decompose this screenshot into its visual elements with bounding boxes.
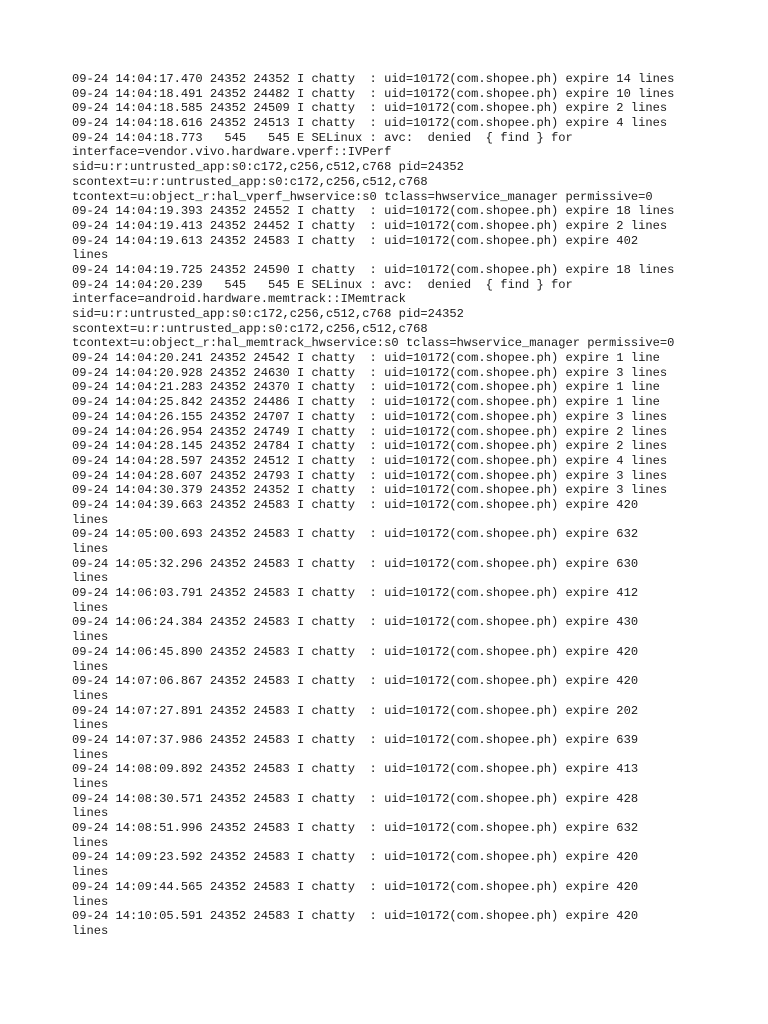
- log-line: 09-24 14:04:28.607 24352 24793 I chatty : uid=10172(com.shopee.ph) expire 3 lines: [72, 468, 668, 483]
- log-line: lines: [72, 894, 109, 909]
- log-line: 09-24 14:04:28.145 24352 24784 I chatty : uid=10172(com.shopee.ph) expire 2 lines: [72, 439, 668, 454]
- log-line: 09-24 14:04:25.842 24352 24486 I chatty : uid=10172(com.shopee.ph) expire 1 line: [72, 395, 660, 410]
- log-line: scontext=u:r:untrusted_app:s0:c172,c256,c512,c768: [72, 174, 428, 189]
- log-line: 09-24 14:04:30.379 24352 24352 I chatty : uid=10172(com.shopee.ph) expire 3 lines: [72, 483, 668, 498]
- log-line: lines: [72, 542, 109, 556]
- log-line: 09-24 14:07:27.891 24352 24583 I chatty : uid=10172(com.shopee.ph) expire 202: [72, 703, 639, 718]
- log-line: lines: [72, 835, 109, 850]
- log-line: scontext=u:r:untrusted_app:s0:c172,c256,c512,c768: [72, 321, 428, 336]
- log-line: 09-24 14:04:26.155 24352 24707 I chatty : uid=10172(com.shopee.ph) expire 3 lines: [72, 409, 668, 424]
- log-line: lines: [72, 806, 109, 821]
- log-line: 09-24 14:04:17.470 24352 24352 I chatty : uid=10172(com.shopee.ph) expire 14 lines: [72, 72, 675, 86]
- log-line: 09-24 14:04:18.491 24352 24482 I chatty : uid=10172(com.shopee.ph) expire 10 lines: [72, 86, 675, 101]
- log-line: lines: [72, 512, 109, 527]
- log-line: interface=android.hardware.memtrack::IMemtrack: [72, 292, 406, 307]
- log-line: lines: [72, 659, 109, 674]
- log-line: interface=vendor.vivo.hardware.vperf::IVPerf: [72, 145, 392, 160]
- log-line: lines: [72, 571, 109, 586]
- log-line: 09-24 14:05:00.693 24352 24583 I chatty : uid=10172(com.shopee.ph) expire 632: [72, 527, 639, 542]
- log-line: 09-24 14:09:44.565 24352 24583 I chatty : uid=10172(com.shopee.ph) expire 420: [72, 879, 639, 894]
- log-line: 09-24 14:04:19.613 24352 24583 I chatty : uid=10172(com.shopee.ph) expire 402: [72, 233, 639, 248]
- log-line: lines: [72, 688, 109, 703]
- log-line: 09-24 14:04:18.585 24352 24509 I chatty : uid=10172(com.shopee.ph) expire 2 lines: [72, 101, 668, 116]
- log-line: 09-24 14:04:19.413 24352 24452 I chatty : uid=10172(com.shopee.ph) expire 2 lines: [72, 218, 668, 233]
- log-line: 09-24 14:04:19.725 24352 24590 I chatty : uid=10172(com.shopee.ph) expire 18 lines: [72, 262, 675, 277]
- log-text-block: [72, 72, 712, 939]
- log-line: 09-24 14:04:18.773 545 545 E SELinux : avc: denied { find } for: [72, 130, 573, 145]
- log-line: 09-24 14:06:45.890 24352 24583 I chatty : uid=10172(com.shopee.ph) expire 420: [72, 644, 639, 659]
- log-line: 09-24 14:05:32.296 24352 24583 I chatty : uid=10172(com.shopee.ph) expire 630: [72, 556, 639, 571]
- log-line: 09-24 14:04:19.393 24352 24552 I chatty : uid=10172(com.shopee.ph) expire 18 lines: [72, 204, 675, 219]
- log-line: 09-24 14:04:20.239 545 545 E SELinux : avc: denied { find } for: [72, 277, 573, 292]
- log-line: 09-24 14:04:21.283 24352 24370 I chatty : uid=10172(com.shopee.ph) expire 1 line: [72, 380, 660, 395]
- log-line: lines: [72, 777, 109, 791]
- log-line: sid=u:r:untrusted_app:s0:c172,c256,c512,c768 pid=24352: [72, 160, 464, 175]
- log-line: 09-24 14:04:18.616 24352 24513 I chatty : uid=10172(com.shopee.ph) expire 4 lines: [72, 116, 668, 131]
- log-line: 09-24 14:04:20.241 24352 24542 I chatty : uid=10172(com.shopee.ph) expire 1 line: [72, 351, 660, 366]
- log-line: 09-24 14:04:39.663 24352 24583 I chatty : uid=10172(com.shopee.ph) expire 420: [72, 497, 639, 512]
- log-line: tcontext=u:object_r:hal_vperf_hwservice:s0 tclass=hwservice_manager permissive=0: [72, 189, 653, 204]
- log-line: 09-24 14:06:24.384 24352 24583 I chatty : uid=10172(com.shopee.ph) expire 430: [72, 615, 639, 630]
- log-line: 09-24 14:06:03.791 24352 24583 I chatty : uid=10172(com.shopee.ph) expire 412: [72, 586, 639, 601]
- log-line: 09-24 14:07:37.986 24352 24583 I chatty : uid=10172(com.shopee.ph) expire 639: [72, 732, 639, 747]
- log-line: 09-24 14:10:05.591 24352 24583 I chatty : uid=10172(com.shopee.ph) expire 420: [72, 909, 639, 924]
- log-line: lines: [72, 865, 109, 880]
- log-line: 09-24 14:08:09.892 24352 24583 I chatty : uid=10172(com.shopee.ph) expire 413: [72, 762, 639, 777]
- log-line: lines: [72, 923, 109, 938]
- log-line: 09-24 14:08:51.996 24352 24583 I chatty : uid=10172(com.shopee.ph) expire 632: [72, 821, 639, 836]
- log-line: lines: [72, 747, 109, 762]
- log-line: 09-24 14:08:30.571 24352 24583 I chatty : uid=10172(com.shopee.ph) expire 428: [72, 791, 639, 806]
- log-line: 09-24 14:04:20.928 24352 24630 I chatty : uid=10172(com.shopee.ph) expire 3 lines: [72, 365, 668, 380]
- log-line: lines: [72, 630, 109, 645]
- log-line: lines: [72, 600, 109, 615]
- log-line: 09-24 14:07:06.867 24352 24583 I chatty : uid=10172(com.shopee.ph) expire 420: [72, 674, 639, 689]
- log-line: lines: [72, 718, 109, 733]
- log-line: tcontext=u:object_r:hal_memtrack_hwservice:s0 tclass=hwservice_manager permissive=0: [72, 336, 675, 351]
- log-line: 09-24 14:09:23.592 24352 24583 I chatty : uid=10172(com.shopee.ph) expire 420: [72, 850, 639, 865]
- log-line: 09-24 14:04:26.954 24352 24749 I chatty : uid=10172(com.shopee.ph) expire 2 lines: [72, 424, 668, 439]
- log-line: sid=u:r:untrusted_app:s0:c172,c256,c512,c768 pid=24352: [72, 307, 464, 321]
- log-line: lines: [72, 248, 109, 263]
- log-line: 09-24 14:04:28.597 24352 24512 I chatty : uid=10172(com.shopee.ph) expire 4 lines: [72, 453, 668, 468]
